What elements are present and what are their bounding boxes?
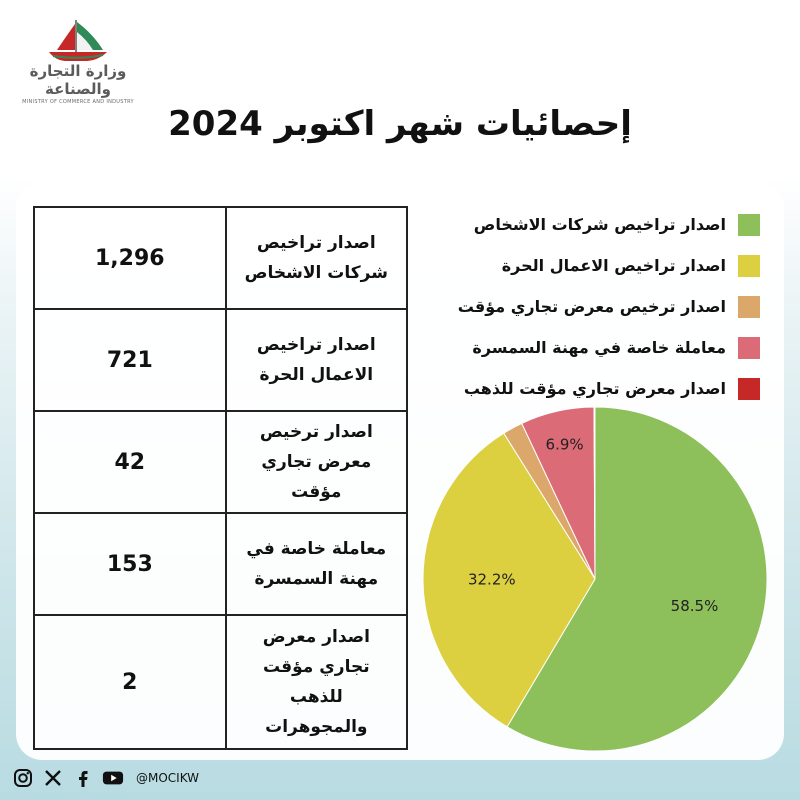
legend-label: اصدار معرض تجاري مؤقت للذهب [463, 379, 726, 398]
logo-arabic-text: وزارة التجارة والصناعة [29, 62, 127, 98]
x-icon[interactable] [42, 767, 64, 789]
facebook-icon[interactable] [72, 767, 94, 789]
legend-item [440, 327, 760, 368]
dhow-logo-icon [43, 14, 113, 64]
table-row [34, 615, 407, 749]
legend-item [440, 245, 760, 286]
legend-swatch [738, 255, 760, 277]
ministry-logo [8, 14, 148, 105]
table-cell-label: اصدار تراخيص الاعمال الحرة [226, 309, 407, 411]
social-handle: @MOCIKW [136, 771, 200, 785]
table-row [34, 207, 407, 309]
legend-item [440, 286, 760, 327]
chart-legend [440, 204, 760, 409]
table-cell-value: 153 [34, 513, 226, 615]
pie-data-label: 6.9% [545, 435, 584, 454]
table-cell-value: 1,296 [34, 207, 226, 309]
table-cell-label: معاملة خاصة في مهنة السمسرة [226, 513, 407, 615]
instagram-icon[interactable] [12, 767, 34, 789]
legend-swatch [738, 337, 760, 359]
youtube-icon[interactable] [102, 767, 124, 789]
legend-swatch [738, 296, 760, 318]
page-title: إحصائيات شهر اكتوبر 2024 [168, 104, 632, 144]
legend-label: اصدار تراخيص الاعمال الحرة [501, 256, 726, 275]
table-cell-value: 42 [34, 411, 226, 513]
pie-data-label: 32.2% [467, 570, 516, 589]
table-row [34, 309, 407, 411]
logo-english-text: MINISTRY OF COMMERCE AND INDUSTRY [22, 99, 134, 105]
table-cell-label: اصدار معرض تجاري مؤقت للذهب والمجوهرات [226, 615, 407, 749]
table-cell-value: 2 [34, 615, 226, 749]
table-row [34, 513, 407, 615]
table-cell-label: اصدار تراخيص شركات الاشخاص [226, 207, 407, 309]
legend-label: اصدار ترخيص معرض تجاري مؤقت [457, 297, 726, 316]
table-cell-label: اصدار ترخيص معرض تجاري مؤقت [226, 411, 407, 513]
pie-chart [415, 395, 785, 755]
stats-table [33, 206, 408, 750]
social-footer [12, 766, 199, 790]
legend-swatch [738, 214, 760, 236]
legend-item [440, 204, 760, 245]
table-cell-value: 721 [34, 309, 226, 411]
table-row [34, 411, 407, 513]
legend-label: اصدار تراخيص شركات الاشخاص [473, 215, 726, 234]
legend-label: معاملة خاصة في مهنة السمسرة [472, 338, 726, 357]
pie-data-label: 58.5% [670, 596, 719, 615]
